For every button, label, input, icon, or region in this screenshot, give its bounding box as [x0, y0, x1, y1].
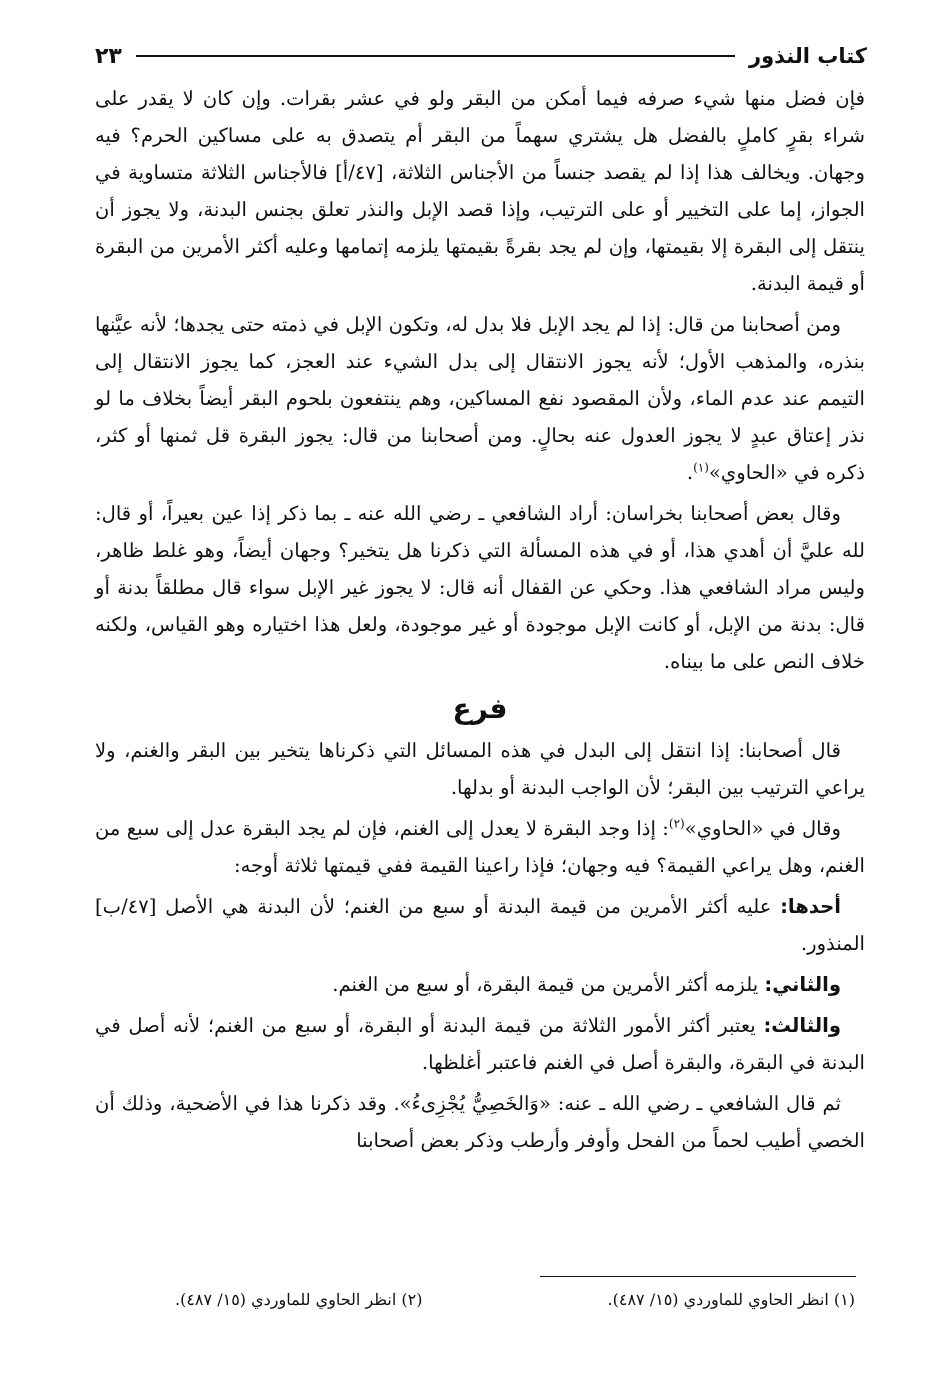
paragraph: ثم قال الشافعي ـ رضي الله ـ عنه: «وَالخَصِيُّ يُجْزِىءُ». وقد ذكرنا هذا في الأضحية، وذلك أن الخصي أطيب لحماً من الفحل وأوفر وأرطب وذكر بعض أصحابنا — [95, 1092, 865, 1152]
paragraph: ومن أصحابنا من قال: إذا لم يجد الإبل فلا بدل له، وتكون الإبل في ذمته حتى يجدها؛ لأنه عيَّنها بنذره، والمذهب الأول؛ لأنه يجوز الانتقال إلى بدل الشيء عند العجز، كما يجوز الانتقال إلى التيمم عند عدم الماء، ولأن المقصود نفع المساكين، وهم ينتفعون بلحوم البقر أيضاً بخلاف ما لو نذر إعتاق عبدٍ لا يجوز العدول عنه بحالٍ. ومن أصحابنا من قال: يجوز البقرة قل ثمنها أو كثر، ذكره في «الحاوي»$^{(١)}$. — [95, 313, 865, 484]
header-rule — [136, 55, 735, 57]
footnote: (٢) انظر الحاوي للماوردي (١٥/ ٤٨٧). — [175, 1290, 423, 1309]
footnote-rule — [540, 1276, 856, 1277]
paragraph: والثالث: يعتبر أكثر الأمور الثلاثة من قيمة البدنة أو البقرة، أو سبع من الغنم؛ لأنه أصل في البدنة في البقرة، والبقرة أصل في الغنم فاعتبر أغلظها. — [95, 1014, 865, 1074]
footnote-ref: (١) — [693, 460, 709, 475]
footnote-ref: (٢) — [668, 816, 685, 831]
main-text — [95, 80, 865, 1159]
section-heading: فرع — [452, 692, 508, 725]
paragraph: فإن فضل منها شيء صرفه فيما أمكن من البقر ولو في عشر بقرات. وإن كان لا يقدر على شراء بقرٍ كاملٍ بالفضل هل يشتري سهماً من البقر أم يتصدق به على مساكين الحرم؟ فيه وجهان. ويخالف هذا إذا لم يقصد جنساً من الأجناس الثلاثة، [٤٧/أ] فالأجناس الثلاثة متساوية في الجواز، إما على التخيير أو على الترتيب، وإذا قصد الإبل والنذر تعلق بجنس البدنة، ولا يجوز أن ينتقل إلى البقرة إلا بقيمتها، وإن لم يجد بقرةً بقيمتها يلزمه إتمامها وعليه أكثر الأمرين من البقرة أو قيمة البدنة. — [95, 87, 865, 295]
paragraph: أحدها: عليه أكثر الأمرين من قيمة البدنة أو سبع من الغنم؛ لأن البدنة هي الأصل [٤٧/ب] المنذور. — [95, 895, 865, 955]
paragraph: وقال بعض أصحابنا بخراسان: أراد الشافعي ـ رضي الله عنه ـ بما ذكر إذا عين بعيراً، أو قال: لله عليَّ أن أهدي هذا، أو في هذه المسألة التي ذكرنا هل يتخير؟ وجهان أيضاً، وهو غلط ظاهر، وليس مراد الشافعي هذا. وحكي عن القفال أنه قال: لا يجوز غير الإبل سواء قال مطلقاً بدنة أو قال: بدنة من الإبل، أو كانت الإبل موجودة أو غير موجودة، ولعل هذا اختياره وهو القياس، ولكنه خلاف النص على ما بيناه. — [95, 502, 865, 673]
page-header — [95, 38, 867, 74]
running-title: كتاب النذور — [748, 44, 867, 68]
paragraph: قال أصحابنا: إذا انتقل إلى البدل في هذه المسائل التي ذكرناها يتخير بين البقر والغنم، ولا يراعي الترتيب بين البقر؛ لأن الواجب البدنة أو بدلها. — [95, 739, 865, 799]
paragraph: وقال في «الحاوي»$^{(٢)}$: إذا وجد البقرة لا يعدل إلى الغنم، فإن لم يجد البقرة عدل إلى سبع من الغنم، وهل يراعي القيمة؟ فيه وجهان؛ فإذا راعينا القيمة ففي قيمتها ثلاثة أوجه: — [95, 816, 865, 877]
footnote: (١) انظر الحاوي للماوردي (١٥/ ٤٨٧). — [607, 1290, 855, 1309]
footnotes — [175, 1290, 855, 1309]
page-number: ٢٣ — [95, 43, 122, 69]
paragraph: والثاني: يلزمه أكثر الأمرين من قيمة البقرة، أو سبع من الغنم. — [332, 973, 841, 996]
